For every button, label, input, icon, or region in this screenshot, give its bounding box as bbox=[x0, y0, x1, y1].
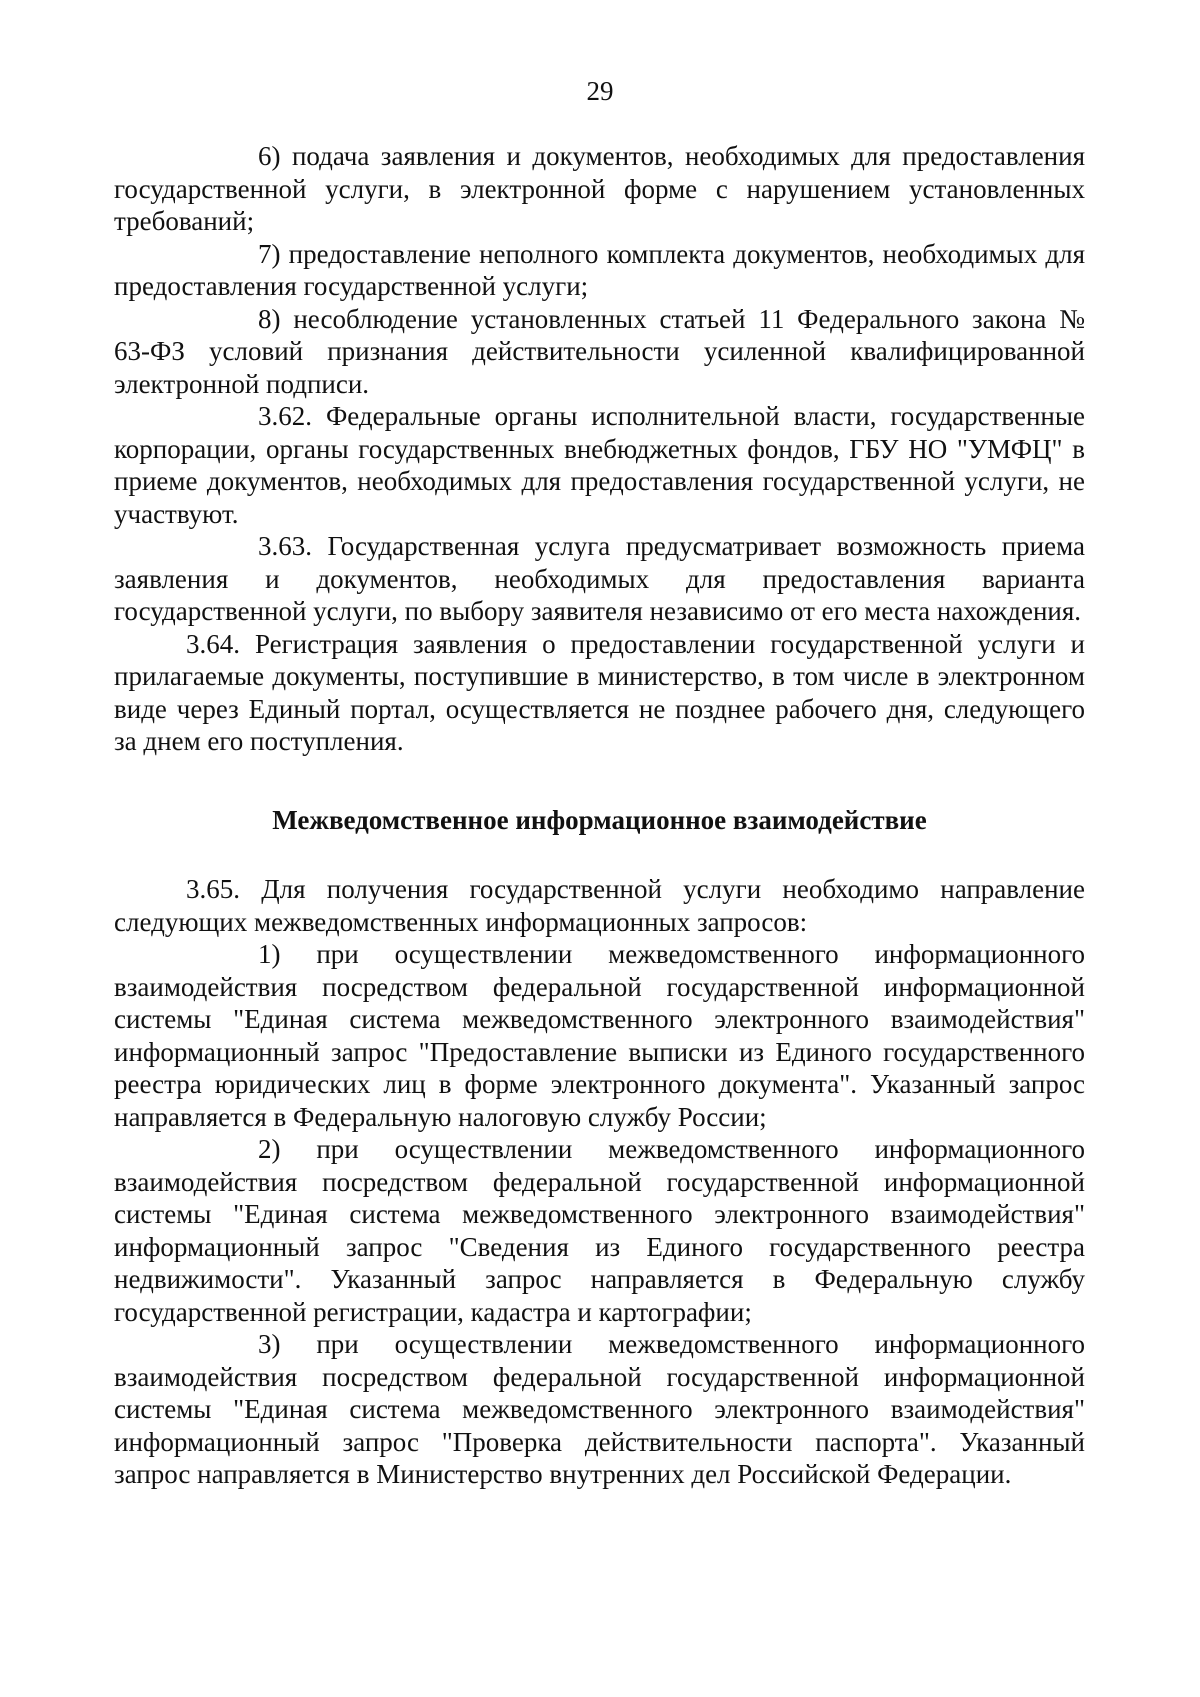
paragraph-text: Государственная услуга предусматривает возможность приема заявления и документов, необходимых для предоставления варианта государственной услуги, по выбору заявителя независимо от его места нахождения. bbox=[114, 531, 1085, 626]
paragraph-text: предоставление неполного комплекта документов, необходимых для предоставления государственной услуги; bbox=[114, 238, 1086, 301]
paragraph-item-2 bbox=[114, 1133, 1085, 1328]
item-number: 3.64. bbox=[186, 628, 240, 659]
paragraph-text: при осуществлении межведомственного информационного взаимодействия посредством федеральной государственной информационной системы "Единая система межведомственного электронного взаимодействия" информационный запрос "Проверка действительности паспорта". Указанный запрос направляется в Министерство внутренних дел Российской Федерации. bbox=[114, 1329, 1086, 1489]
item-number: 6) bbox=[258, 141, 281, 171]
item-number: 3.62. bbox=[258, 401, 312, 431]
paragraph-3-62 bbox=[114, 400, 1085, 530]
paragraph-item-1 bbox=[114, 938, 1085, 1133]
paragraph-3-65 bbox=[114, 873, 1085, 938]
paragraph-item-8 bbox=[114, 303, 1085, 401]
item-number: 2) bbox=[258, 1134, 281, 1164]
item-number: 3) bbox=[258, 1329, 281, 1359]
page-number: 29 bbox=[586, 76, 614, 106]
paragraph-item-7 bbox=[114, 238, 1085, 303]
item-number: 7) bbox=[258, 238, 281, 269]
item-number: 8) bbox=[258, 303, 281, 334]
section-heading: Межведомственное информационное взаимодействие bbox=[272, 804, 927, 835]
document-body bbox=[114, 140, 1085, 1491]
paragraph-3-64 bbox=[114, 628, 1085, 758]
paragraph-text: Федеральные органы исполнительной власти, государственные корпорации, органы государственных внебюджетных фондов, ГБУ НО "УМФЦ" в приеме документов, необходимых для предоставления государственной услуги, не участвуют. bbox=[114, 401, 1086, 529]
paragraph-text: Для получения государственной услуги необходимо направление следующих межведомственных информационных запросов: bbox=[114, 874, 1085, 937]
item-number: 3.65. bbox=[186, 874, 240, 904]
item-number: 1) bbox=[258, 939, 281, 969]
paragraph-item-3 bbox=[114, 1328, 1085, 1491]
paragraph-3-63 bbox=[114, 530, 1085, 628]
paragraph-text: при осуществлении межведомственного информационного взаимодействия посредством федеральной государственной информационной системы "Единая система межведомственного электронного взаимодействия" информационный запрос "Сведения из Единого государственного реестра недвижимости". Указанный запрос направляется в Федеральную службу государственной регистрации, кадастра и картографии; bbox=[114, 1134, 1086, 1327]
paragraph-text: несоблюдение установленных статьей 11 Федерального закона № 63-ФЗ условий признания действительности усиленной квалифицированной электронной подписи. bbox=[114, 303, 1085, 399]
paragraph-text: подача заявления и документов, необходимых для предоставления государственной услуги, в электронной форме с нарушением установленных требований; bbox=[114, 141, 1085, 236]
paragraph-text: Регистрация заявления о предоставлении государственной услуги и прилагаемые документы, поступившие в министерство, в том числе в электронном виде через Единый портал, осуществляется не позднее рабочего дня, следующего за днем его поступления. bbox=[114, 628, 1085, 756]
paragraph-text: при осуществлении межведомственного информационного взаимодействия посредством федеральной государственной информационной системы "Единая система межведомственного электронного взаимодействия" информационный запрос "Предоставление выписки из Единого государственного реестра юридических лиц в форме электронного документа". Указанный запрос направляется в Федеральную налоговую службу России; bbox=[114, 939, 1086, 1132]
paragraph-item-6 bbox=[114, 140, 1085, 238]
item-number: 3.63. bbox=[258, 531, 312, 561]
